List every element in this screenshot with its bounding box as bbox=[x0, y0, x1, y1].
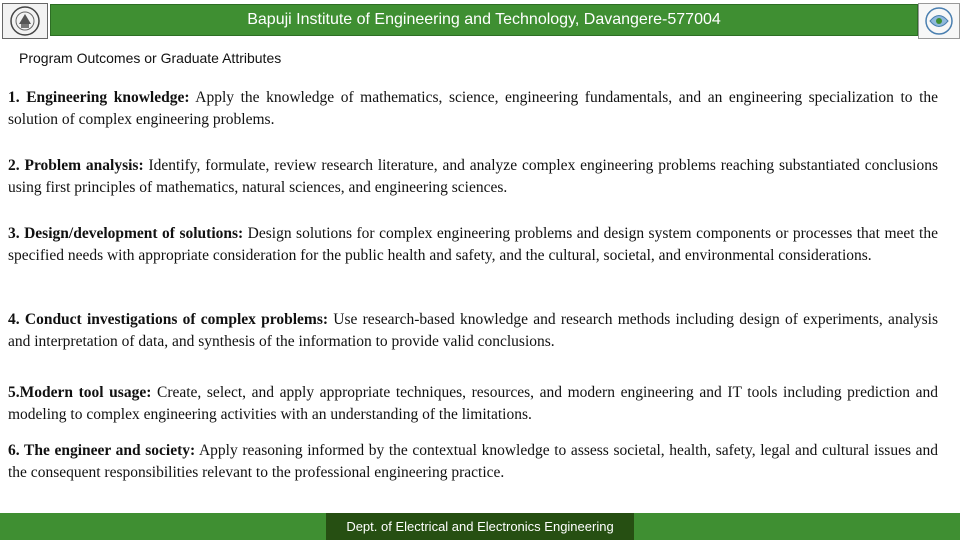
outcome-term: 1. Engineering knowledge: bbox=[8, 89, 190, 106]
college-seal-icon bbox=[918, 3, 960, 39]
outcome-item-3 bbox=[8, 223, 938, 266]
outcome-text: Apply the knowledge of mathematics, science, engineering fundamentals, and an engineering specialization to the solution of complex engineering problems. bbox=[8, 89, 939, 128]
outcome-term: 3. Design/development of solutions: bbox=[8, 225, 244, 242]
header-title-bar bbox=[50, 4, 918, 36]
outcome-text: Design solutions for complex engineering problems and design system components or processes that meet the specified needs with appropriate consideration for the public health and safety, and the cultural, societal, and environmental considerations. bbox=[8, 225, 938, 264]
outcome-term: 5.Modern tool usage: bbox=[8, 384, 152, 401]
outcome-item-2 bbox=[8, 155, 938, 198]
outcome-text: Identify, formulate, review research literature, and analyze complex engineering problems reaching substantiated conclusions using first principles of mathematics, natural sciences, and engineering sciences. bbox=[8, 157, 938, 196]
outcome-item-1 bbox=[8, 87, 938, 130]
institute-emblem-icon bbox=[2, 3, 48, 39]
outcome-item-5 bbox=[8, 382, 938, 425]
outcome-item-4 bbox=[8, 309, 938, 352]
outcome-term: 4. Conduct investigations of complex problems: bbox=[8, 311, 329, 328]
footer-department: Dept. of Electrical and Electronics Engineering bbox=[326, 513, 634, 540]
section-subtitle: Program Outcomes or Graduate Attributes bbox=[19, 50, 282, 66]
outcome-text: Create, select, and apply appropriate techniques, resources, and modern engineering and IT tools including prediction and modeling to complex engineering activities with an understanding of the limitations. bbox=[8, 384, 938, 423]
outcome-term: 2. Problem analysis: bbox=[8, 157, 144, 174]
page-title: Bapuji Institute of Engineering and Technology, Davangere-577004 bbox=[247, 11, 721, 28]
outcome-term: 6. The engineer and society: bbox=[8, 442, 196, 459]
outcome-item-6 bbox=[8, 440, 938, 483]
outcome-text: Use research-based knowledge and research methods including design of experiments, analysis and interpretation of data, and synthesis of the information to provide valid conclusions. bbox=[8, 311, 938, 350]
outcome-text: Apply reasoning informed by the contextual knowledge to assess societal, health, safety, legal and cultural issues and the consequent responsibilities relevant to the professional engineering practice. bbox=[8, 442, 938, 481]
